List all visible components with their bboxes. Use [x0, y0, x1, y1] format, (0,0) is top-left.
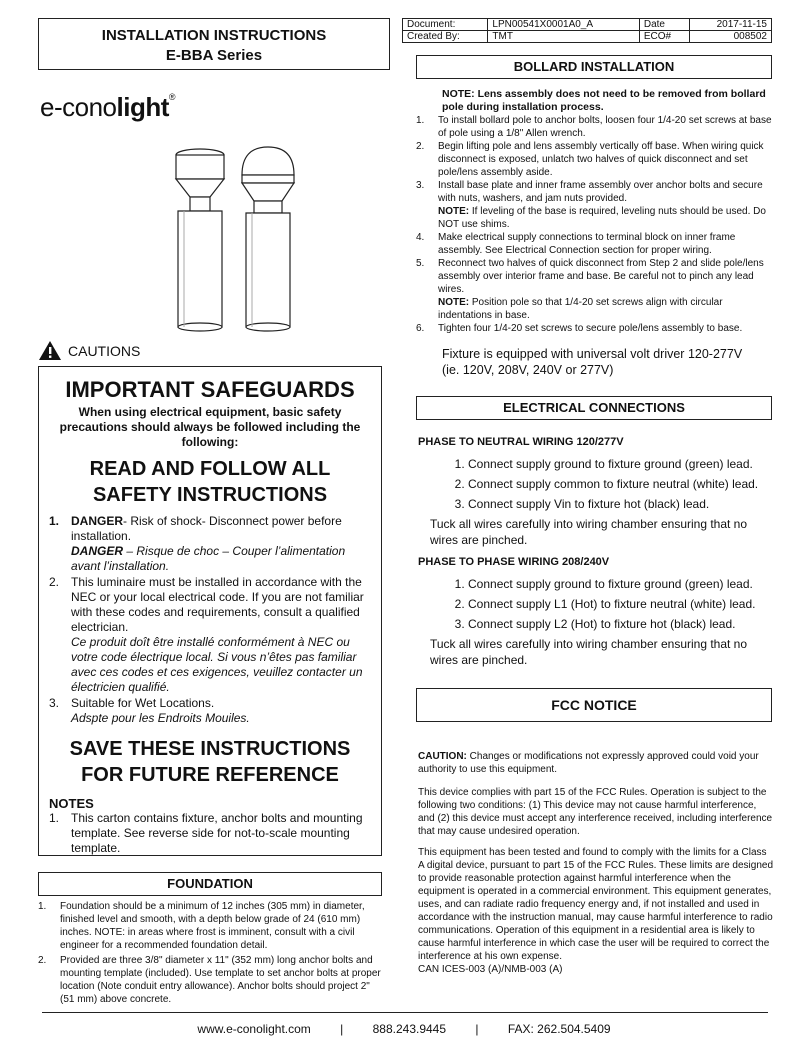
list-item: [416, 257, 772, 322]
item-number: 2.: [38, 955, 47, 966]
notes-heading: NOTES: [49, 796, 94, 811]
document-title: INSTALLATION INSTRUCTIONS: [101, 27, 327, 44]
footer-separator: |: [340, 1022, 344, 1036]
tuck-wires-note: Tuck all wires carefully into wiring chamber ensuring that no wires are pinched.: [430, 517, 748, 547]
list-item: [416, 114, 772, 140]
item-number: 2.: [416, 141, 425, 152]
notes-list: [49, 811, 371, 856]
note-label: NOTE:: [438, 297, 470, 308]
item-text: To install bollard pole to anchor bolts, loosen four 1/4-20 set screws at base of pole using a 1/8" Allen wrench.: [438, 115, 772, 139]
item-text: Suitable for Wet Locations.: [71, 696, 215, 710]
neutral-wiring-list: [418, 454, 774, 514]
electrical-connections-heading: ELECTRICAL CONNECTIONS: [416, 396, 772, 420]
neutral-wiring-title: PHASE TO NEUTRAL WIRING 120/277V: [418, 436, 624, 448]
warning-triangle-icon: [38, 340, 62, 361]
electrical-wiring: [418, 436, 774, 668]
item-text: Tighten four 1/4-20 set screws to secure pole/lens assembly to base.: [438, 323, 743, 334]
document-label: Document:: [403, 19, 488, 31]
read-follow-heading: READ AND FOLLOW ALL SAFETY INSTRUCTIONS: [89, 458, 331, 506]
list-item: 1. Connect supply ground to fixture ground (green) lead.: [468, 454, 774, 474]
document-title-box: [38, 18, 390, 70]
footer-website: www.e-conolight.com: [197, 1022, 311, 1036]
save-instructions-heading: SAVE THESE INSTRUCTIONS FOR FUTURE REFERENCE: [69, 738, 351, 786]
list-item: [49, 575, 371, 695]
bollard-illustration: [170, 145, 300, 335]
footer-fax: FAX: 262.504.5409: [507, 1022, 611, 1036]
logo-bold: light: [116, 92, 169, 122]
fcc-caution: [418, 750, 774, 776]
item-number: 6.: [416, 323, 425, 334]
bollard-installation-heading: BOLLARD INSTALLATION: [416, 55, 772, 79]
created-label: Created By:: [403, 31, 488, 43]
item-text: This luminaire must be installed in accordance with the NEC or your local electrical code. If you are not familiar with these codes and requirements, consult a qualified electrician.: [71, 575, 364, 634]
caution-text: Changes or modifications not expressly approved could void your authority to use this equipment.: [418, 751, 759, 775]
list-item: 2. Connect supply common to fixture neutral (white) lead.: [468, 474, 774, 494]
logo-prefix: e-cono: [40, 92, 117, 122]
safeguards-subtitle: When using electrical equipment, basic safety precautions should always be followed including the following:: [59, 405, 361, 449]
item-number: 1.: [49, 811, 60, 825]
list-item: [49, 811, 371, 856]
fcc-notice-body: [418, 750, 774, 976]
document-value: LPN00541X0001A0_A: [488, 19, 639, 31]
list-item: [49, 696, 371, 726]
brand-logo: [40, 92, 175, 123]
item-text: Reconnect two halves of quick disconnect from Step 2 and slide pole/lens assembly over interior frame and base. Be careful not to pinch any lead wires.: [438, 258, 764, 295]
list-item: [416, 140, 772, 179]
fcc-notice-heading: FCC NOTICE: [416, 688, 772, 722]
list-item: 3. Connect supply Vin to fixture hot (black) lead.: [468, 494, 774, 514]
list-item: 1. Connect supply ground to fixture ground (green) lead.: [468, 574, 774, 594]
list-item: 2. Connect supply L1 (Hot) to fixture neutral (white) lead.: [468, 594, 774, 614]
danger-label-fr: DANGER: [71, 544, 124, 558]
bollard-dome-top-illustration: [242, 147, 294, 331]
cautions-label: CAUTIONS: [68, 342, 141, 359]
list-item: [38, 954, 382, 1006]
list-item: [49, 514, 371, 574]
item-number: 2.: [49, 575, 60, 589]
important-safeguards-box: [38, 366, 382, 856]
driver-note: Fixture is equipped with universal volt driver 120-277V (ie. 120V, 208V, 240V or 277V): [442, 347, 743, 377]
list-item: [416, 322, 772, 335]
item-text-fr: Ce produit doît être installé conformément à NEC ou votre code électrique local. Si vous n’êtes pas familiar avec ces codes et ces exigences, veuillez contacter un électricien qualifié.: [71, 635, 363, 694]
tuck-wires-note: Tuck all wires carefully into wiring chamber ensuring that no wires are pinched.: [430, 637, 748, 667]
list-item: [38, 900, 382, 952]
item-text: Foundation should be a minimum of 12 inches (305 mm) in diameter, finished level and smooth, with a depth below grade of 24 (610 mm) inches. NOTE: in areas where frost is imminent, consult with a civil engineer for a recommended foundation detail.: [60, 901, 365, 951]
bollard-flat-top-illustration: [176, 149, 224, 331]
note-label: NOTE:: [438, 206, 470, 217]
item-text: Install base plate and inner frame assembly over anchor bolts and secure with nuts, washers, and jam nuts provided.: [438, 180, 763, 204]
item-text: Make electrical supply connections to terminal block on inner frame assembly. See Electrical Connection section for proper wiring.: [438, 232, 736, 256]
date-value: 2017-11-15: [689, 19, 771, 31]
phase-wiring-list: [418, 574, 774, 634]
footer-separator: |: [475, 1022, 479, 1036]
item-text: Begin lifting pole and lens assembly vertically off base. When wiring quick disconnect is exposed, unlatch two halves of quick disconnect and set pole/lens assembly aside.: [438, 141, 764, 178]
fcc-paragraph: This device complies with part 15 of the FCC Rules. Operation is subject to the following two conditions: (1) This device may not cause harmful interference, and (2) this device must accept any interference received, including interference that may cause undesired operation.: [418, 787, 773, 837]
eco-label: ECO#: [639, 31, 689, 43]
item-note: If leveling of the base is required, leveling nuts should be used. Do NOT use shims.: [438, 206, 766, 230]
item-number: 1.: [416, 115, 425, 126]
item-number: 3.: [49, 696, 60, 710]
footer: [0, 1022, 808, 1036]
eco-value: 008502: [689, 31, 771, 43]
item-text: Provided are three 3/8" diameter x 11" (352 mm) long anchor bolts and mounting template (included). Use template to set anchor bolts at proper location (Note conduit entry allowance). Anchor bolts should project 2" (51 mm) above concrete.: [60, 955, 381, 1005]
danger-label: DANGER: [71, 514, 124, 528]
foundation-list: [38, 900, 382, 1006]
logo-mark: ®: [168, 92, 176, 102]
document-series: E-BBA Series: [165, 47, 263, 64]
list-item: [416, 179, 772, 231]
created-value: TMT: [488, 31, 639, 43]
item-note: Position pole so that 1/4-20 set screws align with circular indentations in base.: [438, 297, 723, 321]
footer-phone: 888.243.9445: [372, 1022, 447, 1036]
bollard-note: NOTE: Lens assembly does not need to be removed from bollard pole during installation process.: [442, 88, 766, 113]
item-text-fr: – Risque de choc – Couper l’alimentation avant l’installation.: [71, 544, 346, 573]
fcc-paragraph: This equipment has been tested and found to comply with the limits for a Class A digital device, pursuant to part 15 of the FCC Rules. These limits are designed to provide reasonable protection against harmful interference when the equipment is operated in a commercial environment. This equipment generates, uses, and can radiate radio frequency energy and, if not installed and used in accordance with the instruction manual, may cause harmful interference to radio communications. Operation of this equipment in a residential area is likely to cause harmful interference in which case the user will be required to correct the interference at his own expense.: [418, 847, 774, 962]
item-number: 1.: [49, 514, 60, 528]
item-text-fr: Adspte pour les Endroits Mouiles.: [71, 711, 250, 725]
list-item: 3. Connect supply L2 (Hot) to fixture hot (black) lead.: [468, 614, 774, 634]
date-label: Date: [639, 19, 689, 31]
item-number: 4.: [416, 232, 425, 243]
foundation-heading: FOUNDATION: [38, 872, 382, 896]
safeguards-list: [49, 514, 371, 726]
caution-label: CAUTION:: [418, 751, 467, 762]
fcc-ices: CAN ICES-003 (A)/NMB-003 (A): [418, 964, 563, 975]
item-text: - Risk of shock- Disconnect power before installation.: [71, 514, 342, 543]
item-number: 1.: [38, 901, 47, 912]
footer-rule: [42, 1012, 768, 1013]
item-number: 5.: [416, 258, 425, 269]
bollard-installation-steps: [416, 88, 772, 335]
item-number: 3.: [416, 180, 425, 191]
cautions-heading: [38, 340, 140, 361]
document-meta: [402, 18, 772, 43]
safeguards-title: IMPORTANT SAFEGUARDS: [65, 377, 355, 402]
item-text: This carton contains fixture, anchor bolts and mounting template. See reverse side for not-to-scale mounting template.: [71, 811, 363, 855]
list-item: [416, 231, 772, 257]
phase-wiring-title: PHASE TO PHASE WIRING 208/240V: [418, 556, 610, 568]
